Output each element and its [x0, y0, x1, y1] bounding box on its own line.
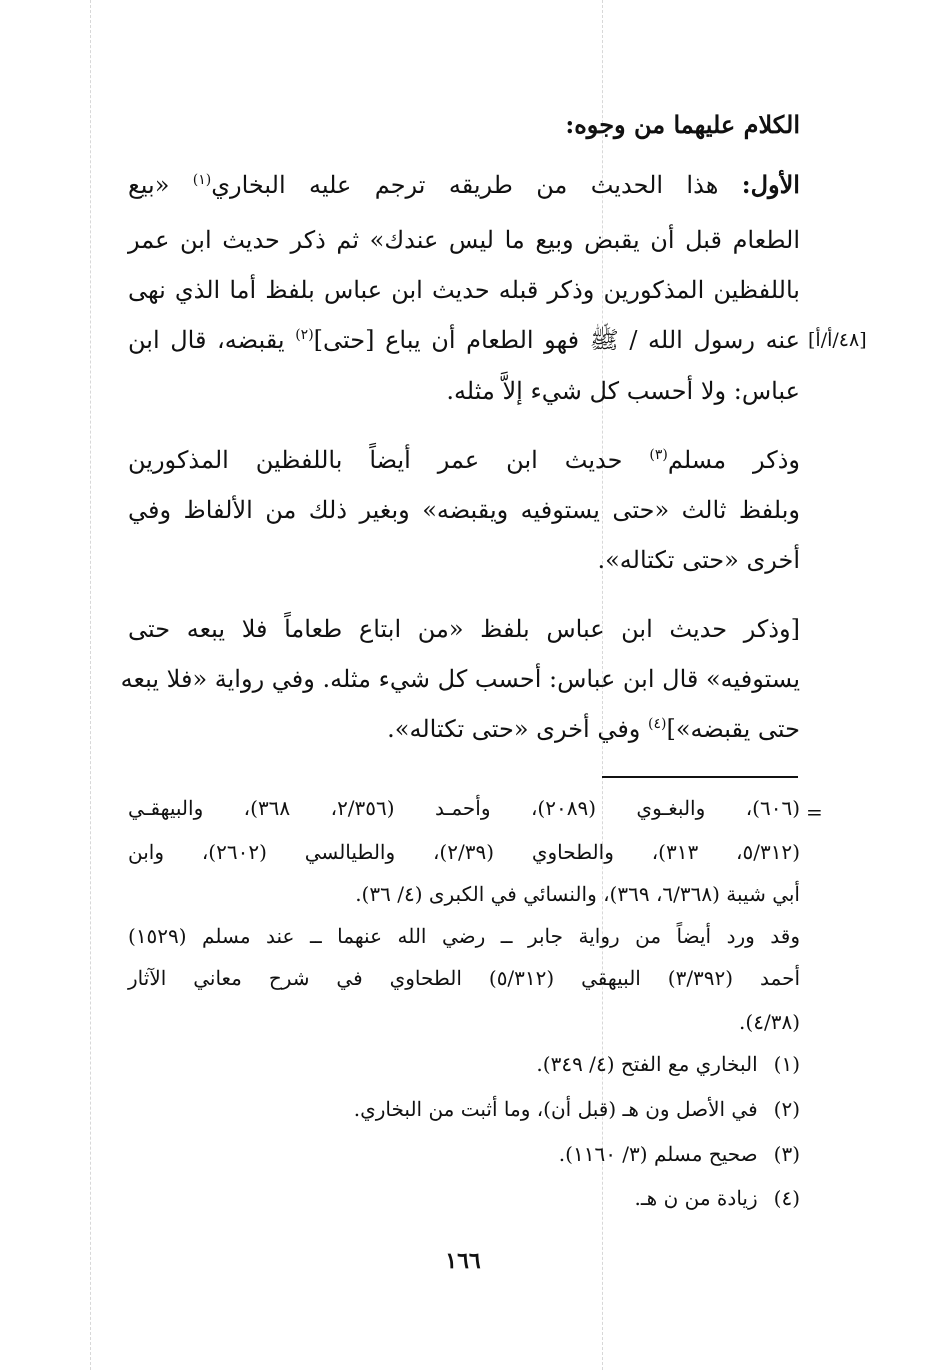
scan-artifact-line — [90, 0, 91, 1370]
footnote-number: (١) — [773, 1052, 800, 1076]
footnote-text: صحيح مسلم (٣/ ١١٦٠). — [558, 1142, 758, 1166]
page-number: ١٦٦ — [445, 1248, 481, 1274]
footnote-item — [128, 1050, 800, 1078]
footnote-item — [128, 1140, 800, 1168]
text-run: عنه رسول الله / ﷺ فهو الطعام أن يباع [حتى] — [313, 326, 800, 354]
text-run: وفي أخرى «حتى تكتاله». — [387, 715, 641, 743]
paragraph-1-line-1 — [128, 170, 800, 200]
footnote-item — [128, 1095, 800, 1123]
footnote-number: (٤) — [773, 1186, 800, 1210]
text-run: «بيع — [128, 171, 170, 199]
paragraph-1-line-3: باللفظين المذكورين وذكر قبله حديث ابن عباس بلفظ أما الذي نهى — [128, 276, 800, 304]
text-run: حديث ابن عمر أيضاً باللفظين المذكورين — [128, 446, 623, 474]
footnote-continuation-line: (٦٠٦)، والبغـوي (٢٠٨٩)، وأحمـد (٢/٣٥٦، ٣٦٨)، والبيهقـي — [128, 796, 800, 820]
paragraph-1-line-5: عباس: ولا أحسب كل شيء إلاَّ مثله. — [446, 377, 800, 405]
footnote-continuation-line: أبي شيبة (٦/٣٦٨، ٣٦٩)، والنسائي في الكبرى (٤/ ٣٦). — [355, 882, 800, 906]
footnote-ref: (٣) — [649, 447, 668, 463]
text-run: هذا الحديث من طريقه ترجم عليه البخاري — [211, 171, 719, 199]
footnote-continuation-line: (٥/٣١٢، ٣١٣)، والطحاوي (٢/٣٩)، والطيالسي (٢٦٠٢)، وابن — [128, 840, 800, 864]
footnote-item — [128, 1184, 800, 1212]
footnote-continuation-line: أحمد (٣/٣٩٢) البيهقي (٥/٣١٢) الطحاوي في شرح معاني الآثار — [128, 966, 800, 990]
text-run: حتى يقبضه»] — [666, 715, 800, 743]
lead-word: الأول: — [741, 170, 800, 199]
paragraph-3-line-3 — [128, 714, 800, 744]
paragraph-2-line-3: أخرى «حتى تكتاله». — [597, 546, 800, 574]
footnote-number: (٣) — [773, 1142, 800, 1166]
paragraph-2-line-1 — [128, 445, 800, 475]
footnote-separator — [602, 776, 798, 778]
footnote-text: زيادة من ن هـ. — [634, 1186, 758, 1210]
footnote-text: البخاري مع الفتح (٤/ ٣٤٩). — [536, 1052, 758, 1076]
text-run: يقبضه، قال ابن — [128, 326, 285, 354]
footnote-text: في الأصل ون هـ (قبل أن)، وما أثبت من البخاري. — [353, 1097, 758, 1121]
paragraph-2-line-2: وبلفظ ثالث «حتى يستوفيه ويقبضه» وبغير ذلك من الألفاظ وفي — [128, 496, 800, 524]
paragraph-3-line-1: [وذكر حديث ابن عباس بلفظ «من ابتاع طعاماً فلا يبعه حتى — [128, 615, 800, 643]
manuscript-folio-ref: [٤٨/أ/أ] — [808, 329, 867, 351]
footnote-continuation-line: وقد ورد أيضاً من رواية جابر ــ رضي الله عنهما ــ عند مسلم (١٥٢٩) — [128, 924, 800, 948]
footnote-ref: (٢) — [295, 327, 314, 343]
footnote-ref: (٤) — [648, 716, 667, 732]
paragraph-1-line-2: الطعام قبل أن يقبض وبيع ما ليس عندك» ثم ذكر حديث ابن عمر — [128, 226, 800, 254]
paragraph-3-line-2: يستوفيه» قال ابن عباس: أحسب كل شيء مثله. وفي رواية «فلا يبعه — [120, 665, 800, 693]
section-heading: الكلام عليهما من وجوه: — [565, 110, 800, 139]
footnote-continuation-mark: = — [806, 800, 823, 824]
footnote-ref: (١) — [192, 172, 212, 188]
footnote-number: (٢) — [773, 1097, 800, 1121]
footnote-continuation-line: (٤/٣٨). — [739, 1010, 800, 1034]
paragraph-1-line-4 — [128, 325, 800, 355]
text-run: وذكر مسلم — [667, 446, 800, 474]
